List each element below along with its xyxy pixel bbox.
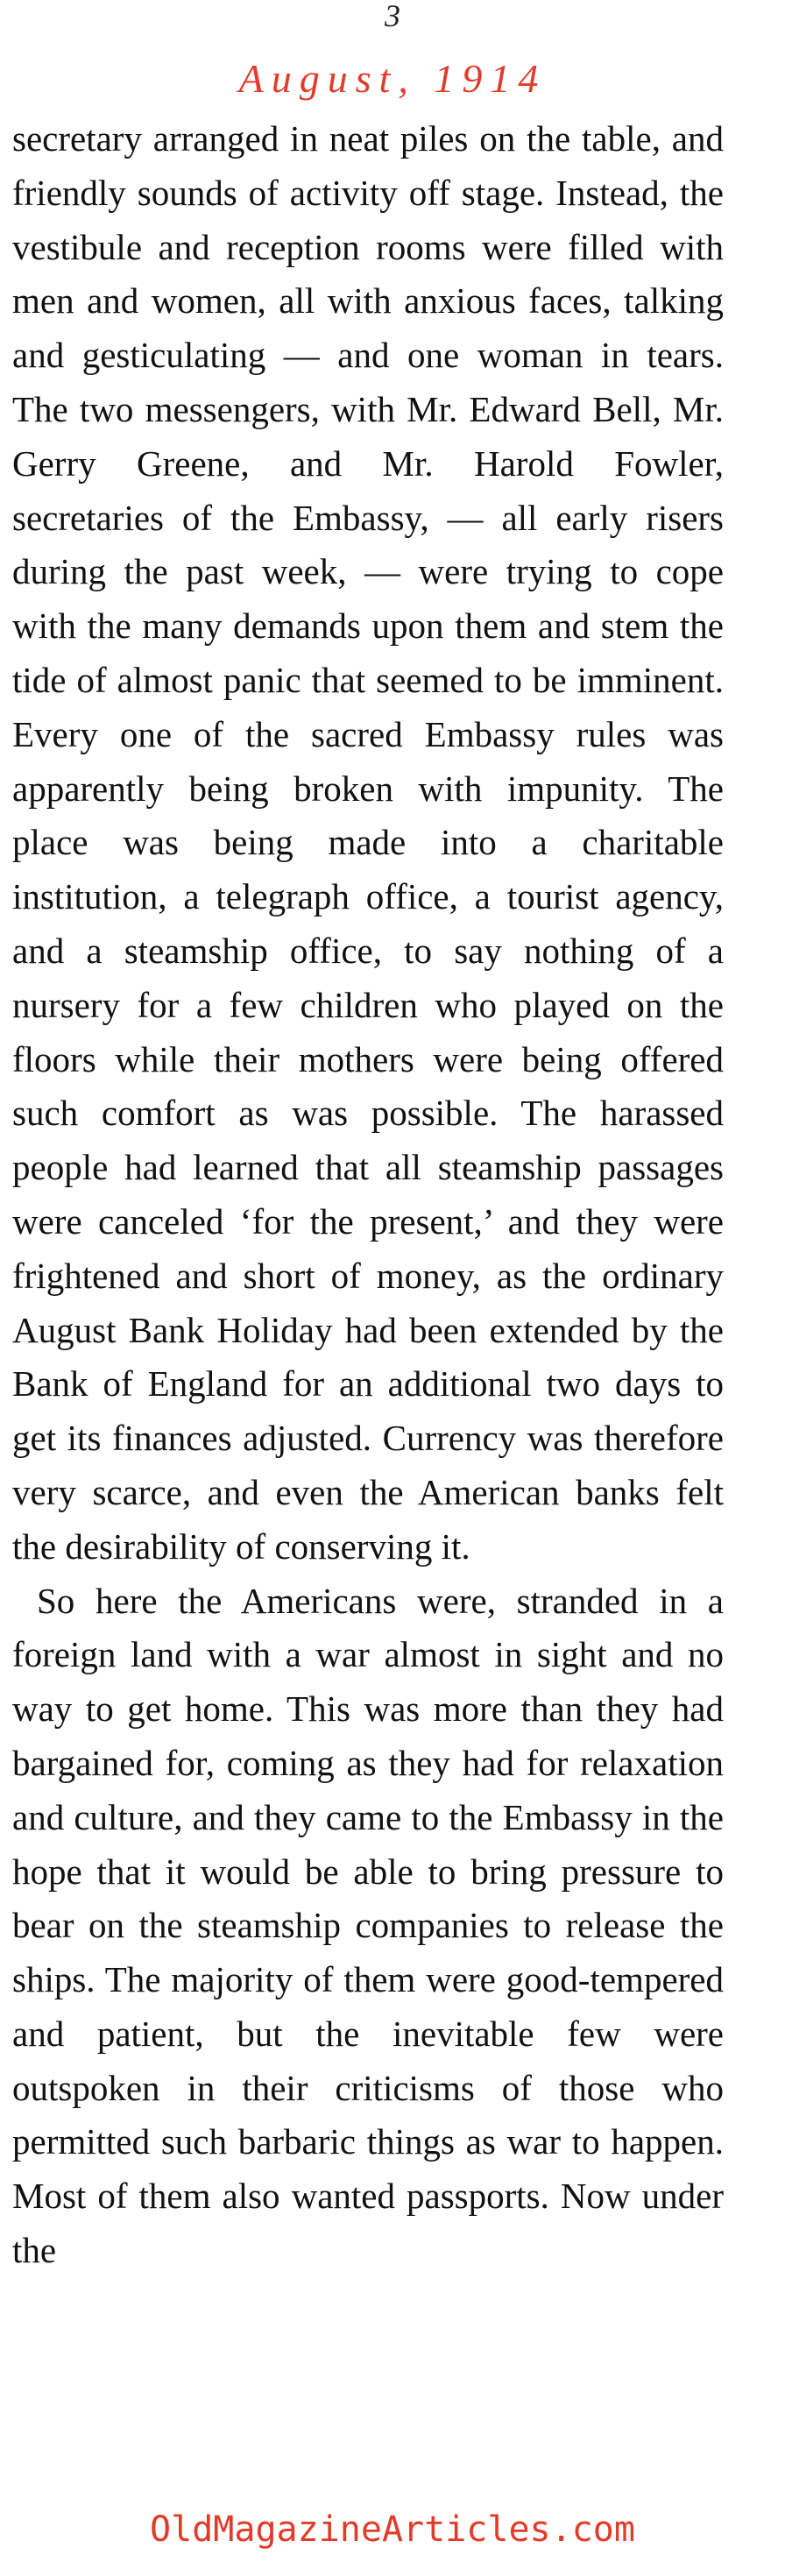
article-body: [12, 112, 724, 2278]
article-paragraph-2: So here the Americans were, stranded in a foreign land with a war almost in sight and no way to get home. This was more than they had bargained for, coming as they had for relaxation and culture, and they came to the Embassy in the hope that it would be able to bring pressure to bear on the steamship companies to release the ships. The majority of them were good-tempered and patient, but the inevitable few were outspoken in their criticisms of those who permitted such barbaric things as war to happen. Most of them also wanted passports. Now under the: [12, 1580, 724, 2271]
site-watermark: OldMagazineArticles.com: [150, 2509, 635, 2550]
page-number: 3: [385, 0, 400, 33]
page-header-date: August, 1914: [238, 56, 547, 101]
article-paragraph-1: secretary arranged in neat piles on the table, and friendly sounds of activity off stage. Instead, the vestibule and reception rooms were filled with men and women, all with anxious faces, talking and gesticulating — and one woman in tears. The two messengers, with Mr. Edward Bell, Mr. Gerry Greene, and Mr. Harold Fowler, secretaries of the Embassy, — all early risers during the past week, — were trying to cope with the many demands upon them and stem the tide of almost panic that seemed to be imminent. Every one of the sacred Embassy rules was apparently being broken with impunity. The place was being made into a charitable institution, a telegraph office, a tourist agency, and a steamship office, to say nothing of a nursery for a few children who played on the floors while their mothers were being offered such comfort as was possible. The harassed people had learned that all steamship passages were canceled ‘for the present,’ and they were frightened and short of money, as the ordinary August Bank Holiday had been extended by the Bank of England for an additional two days to get its finances adjusted. Currency was therefore very scarce, and even the American banks felt the desirability of conserving it.: [12, 118, 724, 1567]
